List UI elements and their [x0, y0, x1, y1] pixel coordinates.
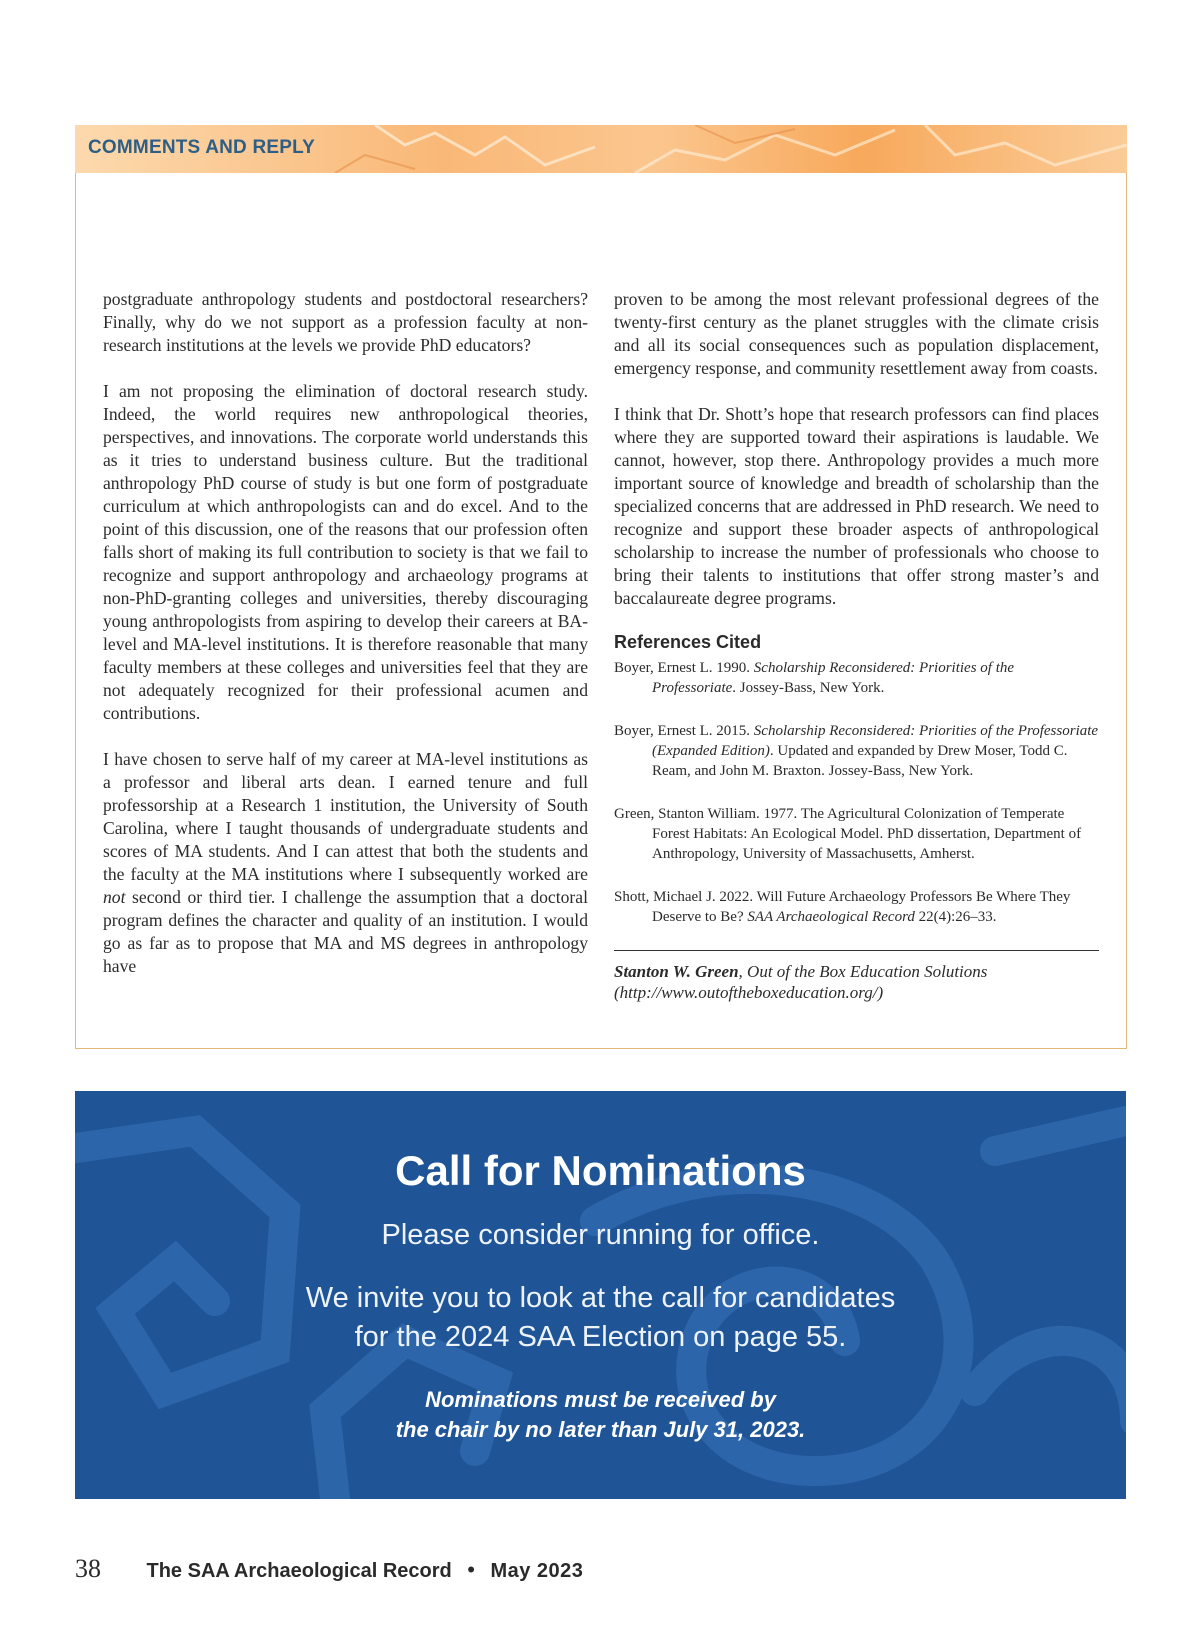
banner-line-part: for the 2024 SAA Election on page 55. [354, 1321, 847, 1353]
reference-text: . Jossey-Bass, New York. [732, 680, 885, 696]
paragraph: I am not proposing the elimination of doctoral research study. Indeed, the world requires new anthropological theories, perspectives, and innovations. The corporate world understands this as it tries to understand business culture. But the traditional anthropology PhD course of study is but one form of postgraduate curriculum at which anthropologists can and do excel. And to the point of this discussion, one of the reasons that our profession often falls short of making its full contribution to society is that we fail to recognize and support anthropology and archaeology programs at non-PhD-granting colleges and universities, thereby discouraging young anthropologists from aspiring to develop their careers at BA-level and MA-level institutions. It is therefore reasonable that many faculty members at these colleges and universities feel that they are not adequately recognized for their professional acumen and contributions. [103, 381, 588, 723]
issue-date: May 2023 [490, 1560, 584, 1582]
reference-entry [614, 887, 1099, 927]
page-number: 38 [75, 1554, 101, 1583]
paragraph [103, 748, 588, 978]
paragraph: postgraduate anthropology students and postdoctoral researchers? Finally, why do we not support as a profession faculty at non-research institutions at the levels we provide PhD educators? [103, 289, 588, 355]
call-for-nominations-banner [75, 1091, 1126, 1499]
reference-text: Shott, Michael J. 2022. Will Future Archaeology Professors Be Where They Deserve to Be? [614, 889, 1071, 925]
references-heading: References Cited [614, 632, 762, 652]
paragraph-text: I have chosen to serve half of my career at MA-level institutions as a professor and liberal arts dean. I earned tenure and full professorship at a Research 1 institution, the University of South Carolina, where I taught thousands of undergraduate students and scores of MA students. And I can attest that both the students and the faculty at the MA institutions where I subsequently worked are [103, 749, 588, 884]
reference-title: SAA Archaeological Record [747, 909, 915, 925]
reference-text: Boyer, Ernest L. 2015. [614, 723, 754, 739]
reference-title: Scholarship Reconsidered: Priorities of the Professoriate [652, 660, 1015, 696]
emphasis-text: not [103, 887, 126, 907]
page-footer [75, 1554, 583, 1584]
article-right-column [614, 288, 1099, 1003]
author-affiliation: , Out of the Box Education Solutions (http://www.outoftheboxeducation.org/) [614, 962, 988, 1002]
reference-title: Scholarship Reconsidered: Priorities of the Professoriate (Expanded Edition) [652, 723, 1099, 759]
paragraph-text: second or third tier. I challenge the assumption that a doctoral program defines the character and quality of an institution. I would go as far as to propose that MA and MS degrees in anthropology have [103, 887, 588, 976]
reference-entry [614, 804, 1099, 864]
section-label: COMMENTS AND REPLY [88, 137, 316, 158]
section-header-band [75, 125, 1127, 173]
banner-line-part: We invite you to look at the call for candidates [305, 1282, 896, 1314]
banner-deadline [75, 1385, 1126, 1445]
author-divider [614, 950, 1099, 951]
article-left-column [103, 288, 588, 1001]
deadline-line: the chair by no later than July 31, 2023. [395, 1417, 806, 1442]
reference-text: . Updated and expanded by Drew Moser, Todd C. Ream, and John M. Braxton. Jossey-Bass, New York. [652, 743, 1068, 779]
banner-title: Call for Nominations [395, 1147, 806, 1194]
reference-entry [614, 721, 1099, 781]
reference-text: Boyer, Ernest L. 1990. [614, 660, 754, 676]
deadline-line: Nominations must be received by [425, 1387, 776, 1412]
banner-line: Please consider running for office. [381, 1219, 820, 1251]
publication-title: The SAA Archaeological Record [146, 1560, 452, 1582]
reference-text: Green, Stanton William. 1977. The Agricultural Colonization of Temperate Forest Habitats: An Ecological Model. PhD dissertation, Department of Anthropology, University of Massachusetts, Amherst. [614, 806, 1082, 862]
paragraph: proven to be among the most relevant professional degrees of the twenty-first century as the planet struggles with the climate crisis and all its social consequences such as population displacement, emergency response, and community resettlement away from coasts. [614, 289, 1099, 378]
author-byline [614, 961, 1099, 1003]
banner-line [75, 1279, 1126, 1357]
author-name: Stanton W. Green [614, 962, 739, 981]
reference-text: 22(4):26–33. [914, 909, 997, 925]
paragraph: I think that Dr. Shott’s hope that research professors can find places where they are supported toward their aspirations is laudable. We cannot, however, stop there. Anthropology provides a much more important source of knowledge and breadth of scholarship than the specialized concerns that are addressed in PhD research. We need to recognize and support these broader aspects of anthropological scholarship to increase the number of professionals who choose to bring their talents to institutions that offer strong master’s and baccalaureate degree programs. [614, 404, 1099, 608]
footer-separator: • [467, 1557, 475, 1582]
reference-entry [614, 658, 1099, 698]
